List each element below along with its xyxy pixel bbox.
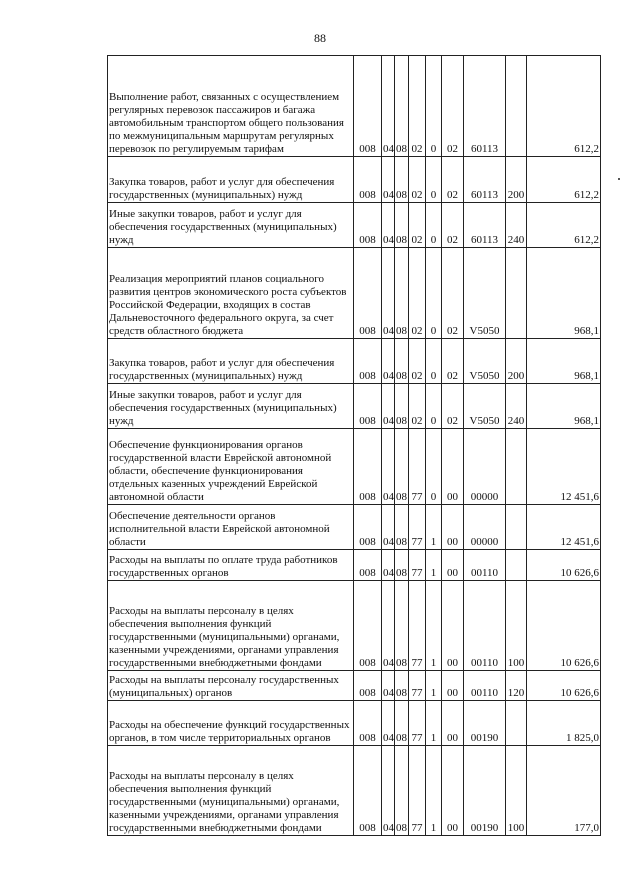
expense-type-code: 100	[506, 746, 527, 836]
ministry-code: 008	[354, 550, 382, 581]
subprogram-code: 1	[426, 550, 442, 581]
table-row	[108, 157, 601, 203]
section-code: 04	[382, 248, 395, 339]
table-row	[108, 671, 601, 701]
subprogram-code: 1	[426, 671, 442, 701]
expense-code: 00110	[464, 581, 506, 671]
item-name: Реализация мероприятий планов социального развития центров экономического роста субъектов Российской Федерации, входящих в состав Дальневосточного федерального округа, за счет средств областного бюджета	[108, 248, 354, 339]
table-row	[108, 248, 601, 339]
program-code: 77	[409, 550, 426, 581]
section-code: 04	[382, 671, 395, 701]
main-event-code: 02	[442, 56, 464, 157]
ministry-code: 008	[354, 384, 382, 429]
item-name: Расходы на выплаты по оплате труда работников государственных органов	[108, 550, 354, 581]
subprogram-code: 1	[426, 701, 442, 746]
main-event-code: 00	[442, 550, 464, 581]
section-code: 04	[382, 581, 395, 671]
table-row	[108, 550, 601, 581]
subsection-code: 08	[395, 203, 409, 248]
table-row	[108, 56, 601, 157]
subsection-code: 08	[395, 339, 409, 384]
item-name: Расходы на обеспечение функций государственных органов, в том числе территориальных органов	[108, 701, 354, 746]
program-code: 02	[409, 157, 426, 203]
subprogram-code: 0	[426, 157, 442, 203]
main-event-code: 00	[442, 746, 464, 836]
ministry-code: 008	[354, 505, 382, 550]
program-code: 02	[409, 56, 426, 157]
subprogram-code: 0	[426, 384, 442, 429]
subsection-code: 08	[395, 550, 409, 581]
subsection-code: 08	[395, 505, 409, 550]
subprogram-code: 0	[426, 203, 442, 248]
section-code: 04	[382, 701, 395, 746]
ministry-code: 008	[354, 581, 382, 671]
table-row	[108, 339, 601, 384]
item-name: Выполнение работ, связанных с осуществлением регулярных перевозок пассажиров и багажа автомобильным транспортом общего пользования по межмуниципальным маршрутам регулярных перевозок по регулируемым тарифам	[108, 56, 354, 157]
page-number: 88	[314, 31, 326, 45]
amount: 10 626,6	[527, 581, 601, 671]
item-name: Иные закупки товаров, работ и услуг для обеспечения государственных (муниципальных) нужд	[108, 384, 354, 429]
main-event-code: 00	[442, 429, 464, 505]
expense-code: V5050	[464, 248, 506, 339]
expense-type-code	[506, 505, 527, 550]
main-event-code: 00	[442, 701, 464, 746]
ministry-code: 008	[354, 157, 382, 203]
main-event-code: 00	[442, 505, 464, 550]
table-row	[108, 384, 601, 429]
expense-type-code: 120	[506, 671, 527, 701]
section-code: 04	[382, 384, 395, 429]
ministry-code: 008	[354, 746, 382, 836]
amount: 612,2	[527, 203, 601, 248]
item-name: Обеспечение функционирования органов государственной власти Еврейской автономной области, обеспечение функционирования отдельных казенных учреждений Еврейской автономной области	[108, 429, 354, 505]
item-name: Расходы на выплаты персоналу государственных (муниципальных) органов	[108, 671, 354, 701]
subprogram-code: 0	[426, 429, 442, 505]
table-body	[108, 56, 601, 836]
subsection-code: 08	[395, 671, 409, 701]
expense-code: 00000	[464, 429, 506, 505]
section-code: 04	[382, 203, 395, 248]
amount: 1 825,0	[527, 701, 601, 746]
expense-code: 00110	[464, 550, 506, 581]
main-event-code: 02	[442, 384, 464, 429]
amount: 968,1	[527, 384, 601, 429]
expense-code: V5050	[464, 339, 506, 384]
expense-type-code: 240	[506, 384, 527, 429]
subsection-code: 08	[395, 701, 409, 746]
expense-type-code	[506, 701, 527, 746]
subprogram-code: 1	[426, 505, 442, 550]
item-name: Расходы на выплаты персоналу в целях обеспечения выполнения функций государственными (муниципальными) органами, казенными учреждениями, органами управления государственными внебюджетными фондами	[108, 581, 354, 671]
table-row	[108, 505, 601, 550]
item-name: Иные закупки товаров, работ и услуг для обеспечения государственных (муниципальных) нужд	[108, 203, 354, 248]
program-code: 77	[409, 581, 426, 671]
program-code: 77	[409, 429, 426, 505]
program-code: 77	[409, 505, 426, 550]
expense-type-code	[506, 429, 527, 505]
section-code: 04	[382, 429, 395, 505]
amount: 612,2	[527, 157, 601, 203]
item-name: Обеспечение деятельности органов исполнительной власти Еврейской автономной области	[108, 505, 354, 550]
amount: 968,1	[527, 248, 601, 339]
main-event-code: 02	[442, 339, 464, 384]
amount: 12 451,6	[527, 505, 601, 550]
ministry-code: 008	[354, 339, 382, 384]
program-code: 77	[409, 701, 426, 746]
expense-type-code: 100	[506, 581, 527, 671]
expense-code: 00000	[464, 505, 506, 550]
ministry-code: 008	[354, 671, 382, 701]
subsection-code: 08	[395, 581, 409, 671]
subprogram-code: 0	[426, 56, 442, 157]
subsection-code: 08	[395, 157, 409, 203]
program-code: 02	[409, 339, 426, 384]
item-name: Расходы на выплаты персоналу в целях обеспечения выполнения функций государственными (муниципальными) органами, казенными учреждениями, органами управления государственными внебюджетными фондами	[108, 746, 354, 836]
main-event-code: 02	[442, 157, 464, 203]
subsection-code: 08	[395, 429, 409, 505]
expense-code: 00110	[464, 671, 506, 701]
ministry-code: 008	[354, 56, 382, 157]
expense-type-code: 200	[506, 157, 527, 203]
section-code: 04	[382, 550, 395, 581]
program-code: 02	[409, 384, 426, 429]
expense-type-code	[506, 56, 527, 157]
amount: 612,2	[527, 56, 601, 157]
main-event-code: 00	[442, 671, 464, 701]
subsection-code: 08	[395, 746, 409, 836]
subprogram-code: 1	[426, 746, 442, 836]
ministry-code: 008	[354, 701, 382, 746]
amount: 12 451,6	[527, 429, 601, 505]
subprogram-code: 0	[426, 248, 442, 339]
section-code: 04	[382, 746, 395, 836]
expense-code: 00190	[464, 746, 506, 836]
expense-type-code	[506, 248, 527, 339]
expense-code: 60113	[464, 157, 506, 203]
section-code: 04	[382, 56, 395, 157]
main-event-code: 02	[442, 203, 464, 248]
table-row	[108, 429, 601, 505]
table-row	[108, 746, 601, 836]
expense-type-code	[506, 550, 527, 581]
subsection-code: 08	[395, 248, 409, 339]
amount: 177,0	[527, 746, 601, 836]
section-code: 04	[382, 157, 395, 203]
item-name: Закупка товаров, работ и услуг для обеспечения государственных (муниципальных) нужд	[108, 339, 354, 384]
subprogram-code: 1	[426, 581, 442, 671]
program-code: 02	[409, 203, 426, 248]
table-row	[108, 581, 601, 671]
ministry-code: 008	[354, 429, 382, 505]
amount: 968,1	[527, 339, 601, 384]
amount: 10 626,6	[527, 671, 601, 701]
program-code: 02	[409, 248, 426, 339]
expense-code: 60113	[464, 56, 506, 157]
ministry-code: 008	[354, 203, 382, 248]
expense-type-code: 200	[506, 339, 527, 384]
subsection-code: 08	[395, 384, 409, 429]
item-name: Закупка товаров, работ и услуг для обеспечения государственных (муниципальных) нужд	[108, 157, 354, 203]
program-code: 77	[409, 671, 426, 701]
section-code: 04	[382, 505, 395, 550]
expense-type-code: 240	[506, 203, 527, 248]
expense-code: V5050	[464, 384, 506, 429]
table-row	[108, 701, 601, 746]
main-event-code: 02	[442, 248, 464, 339]
amount: 10 626,6	[527, 550, 601, 581]
ministry-code: 008	[354, 248, 382, 339]
table-row	[108, 203, 601, 248]
program-code: 77	[409, 746, 426, 836]
subprogram-code: 0	[426, 339, 442, 384]
expense-code: 60113	[464, 203, 506, 248]
budget-table	[107, 55, 601, 836]
section-code: 04	[382, 339, 395, 384]
expense-code: 00190	[464, 701, 506, 746]
subsection-code: 08	[395, 56, 409, 157]
scan-speck	[618, 178, 620, 180]
main-event-code: 00	[442, 581, 464, 671]
